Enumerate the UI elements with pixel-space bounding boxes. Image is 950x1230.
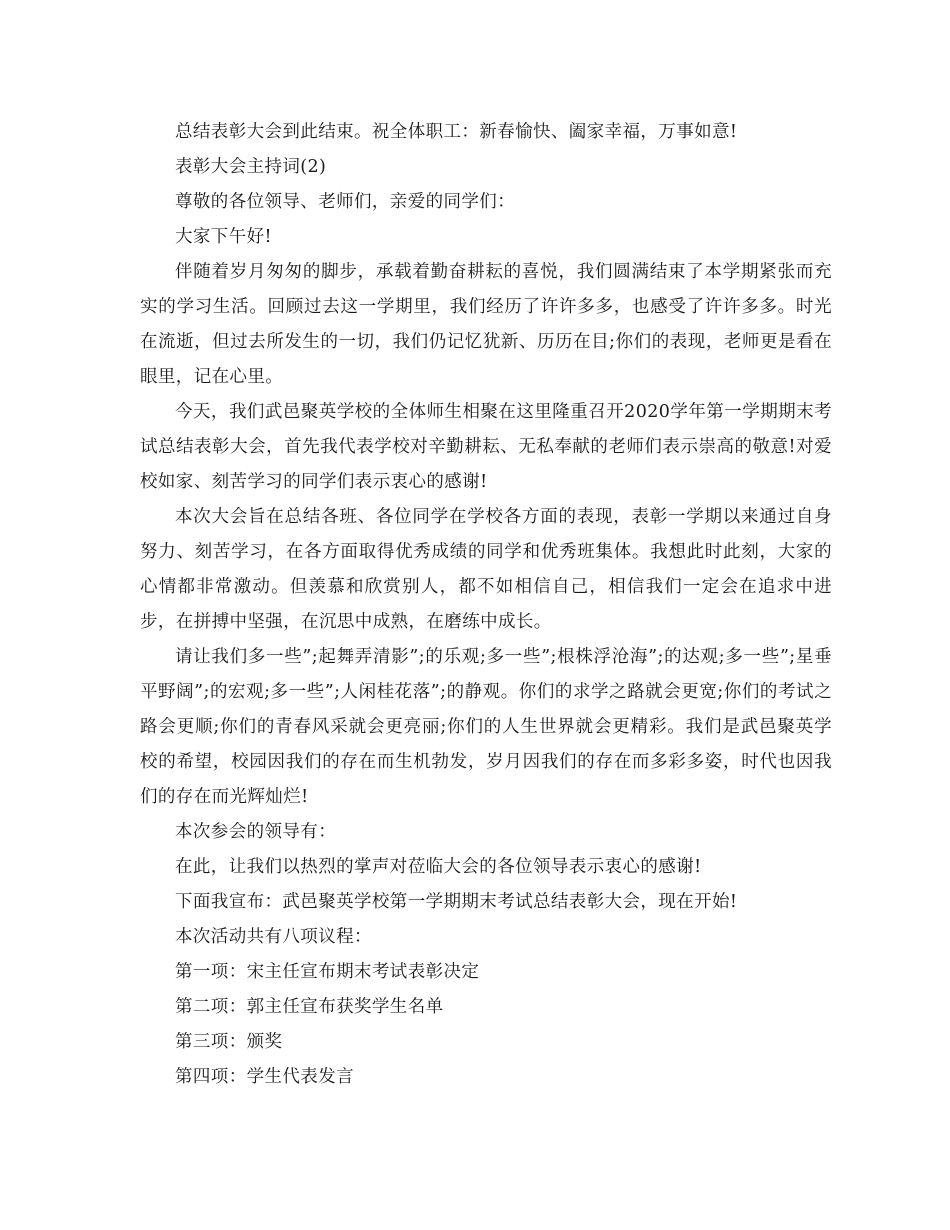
body-paragraph: 本次大会旨在总结各班、各位同学在学校各方面的表现，表彰一学期以来通过自身努力、刻苦学习，在各方面取得优秀成绩的同学和优秀班集体。我想此时此刻，大家的心情都非常激动。但羡慕和欣赏别人，都不如相信自己，相信我们一定会在追求中进步，在拼搏中坚强，在沉思中成熟，在磨练中成长。: [140, 507, 832, 632]
salutation: 尊敬的各位领导、老师们，亲爱的同学们：: [175, 192, 516, 212]
body-paragraph: 今天，我们武邑聚英学校的全体师生相聚在这里隆重召开2020学年第一学期期末考试总结表彰大会，首先我代表学校对辛勤耕耘、无私奉献的老师们表示崇高的敬意!对爱校如家、刻苦学习的同学们表示衷心的感谢!: [140, 402, 832, 492]
body-paragraph: 在此，让我们以热烈的掌声对莅临大会的各位领导表示衷心的感谢!: [175, 857, 702, 877]
agenda-item: 第四项：学生代表发言: [175, 1067, 354, 1087]
agenda-item: 第一项：宋主任宣布期末考试表彰决定: [175, 962, 480, 982]
agenda-item: 第三项：颁奖: [175, 1032, 283, 1052]
body-paragraph: 下面我宣布：武邑聚英学校第一学期期末考试总结表彰大会，现在开始!: [175, 892, 738, 912]
body-paragraph: 本次参会的领导有：: [175, 822, 337, 842]
section-title: 表彰大会主持词(2): [175, 157, 327, 177]
agenda-intro: 本次活动共有八项议程：: [175, 927, 372, 947]
agenda-item: 第二项：郭主任宣布获奖学生名单: [175, 997, 444, 1017]
closing-line: 总结表彰大会到此结束。祝全体职工：新春愉快、阖家幸福，万事如意!: [175, 122, 738, 142]
body-paragraph: 请让我们多一些”;起舞弄清影”;的乐观;多一些”;根株浮沧海”;的达观;多一些”;星垂平野阔”;的宏观;多一些”;人闲桂花落”;的静观。你们的求学之路就会更宽;你们的考试之路会更顺;你们的青春风采就会更亮丽;你们的人生世界就会更精彩。我们是武邑聚英学校的希望，校园因我们的存在而生机勃发，岁月因我们的存在而多彩多姿，时代也因我们的存在而光辉灿烂!: [140, 647, 832, 807]
greeting: 大家下午好!: [175, 227, 272, 247]
body-paragraph: 伴随着岁月匆匆的脚步，承载着勤奋耕耘的喜悦，我们圆满结束了本学期紧张而充实的学习生活。回顾过去这一学期里，我们经历了许许多多，也感受了许许多多。时光在流逝，但过去所发生的一切，我们仍记忆犹新、历历在目;你们的表现，老师更是看在眼里，记在心里。: [140, 262, 832, 387]
